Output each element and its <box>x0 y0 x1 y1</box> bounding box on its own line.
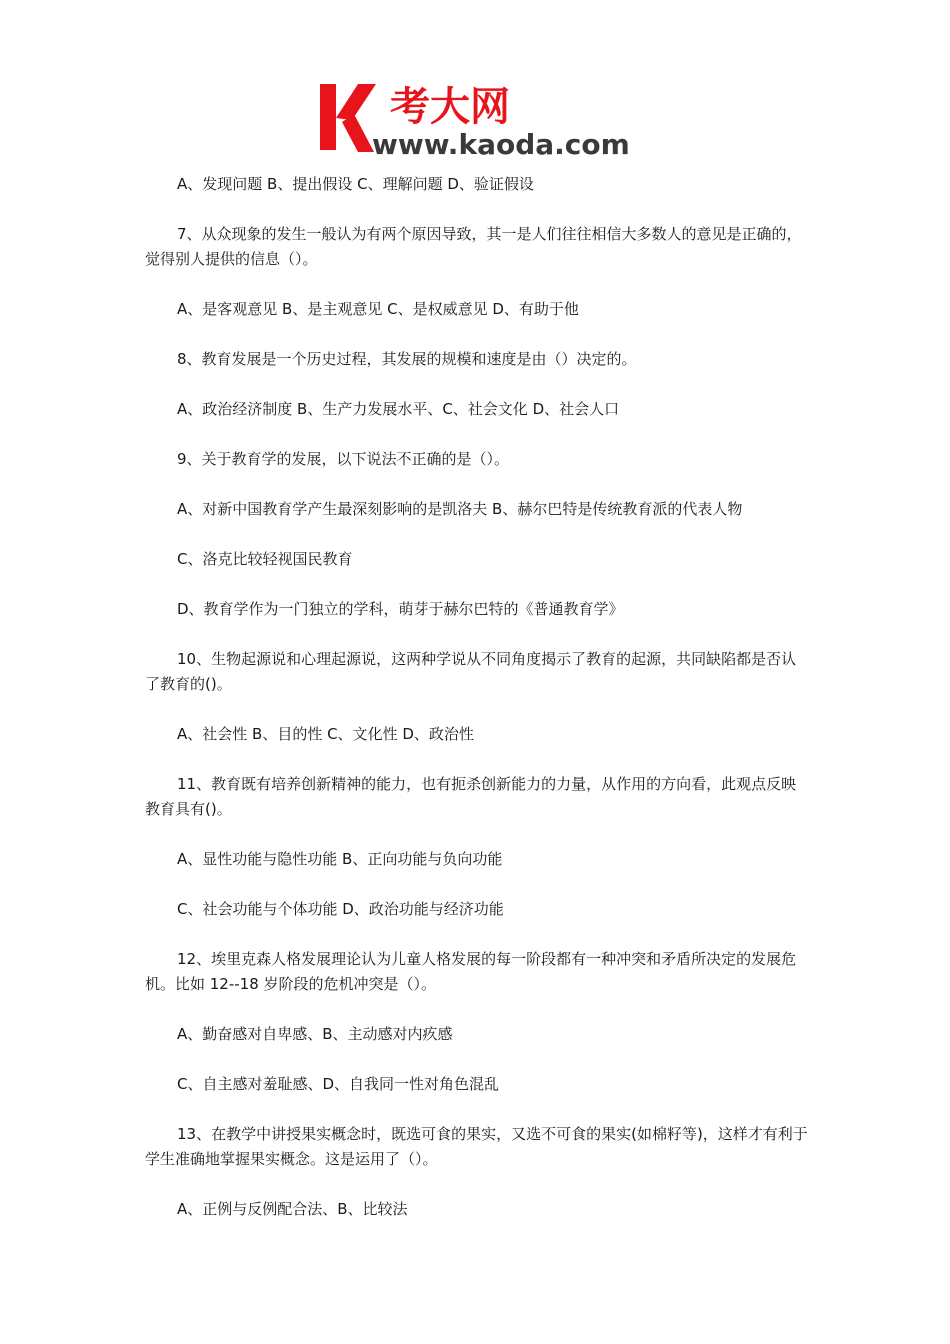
paragraph: A、发现问题 B、提出假设 C、理解问题 D、验证假设 <box>177 175 534 193</box>
paragraph: A、是客观意见 B、是主观意见 C、是权威意见 D、有助于他 <box>177 300 579 318</box>
paragraph: C、社会功能与个体功能 D、政治功能与经济功能 <box>177 900 504 918</box>
paragraph: 8、教育发展是一个历史过程，其发展的规模和速度是由（）决定的。 <box>177 350 637 368</box>
paragraph: A、显性功能与隐性功能 B、正向功能与负向功能 <box>177 850 503 868</box>
paragraph: C、自主感对羞耻感、D、自我同一性对角色混乱 <box>177 1075 500 1093</box>
paragraph: A、勤奋感对自卑感、B、主动感对内疚感 <box>177 1025 453 1043</box>
brand-cn: 考大网 <box>390 84 510 130</box>
paragraph: A、正例与反例配合法、B、比较法 <box>177 1200 408 1218</box>
paragraph: 13、在教学中讲授果实概念时，既选可食的果实，又选不可食的果实(如棉籽等)，这样才有利于学生准确地掌握果实概念。这是运用了（）。 <box>145 1125 808 1168</box>
paragraph: 7、从众现象的发生一般认为有两个原因导致，其一是人们往往相信大多数人的意见是正确的，觉得别人提供的信息（）。 <box>145 225 802 268</box>
paragraph: A、对新中国教育学产生最深刻影响的是凯洛夫 B、赫尔巴特是传统教育派的代表人物 <box>177 500 743 518</box>
paragraph: C、洛克比较轻视国民教育 <box>177 550 353 568</box>
paragraph: 10、生物起源说和心理起源说，这两种学说从不同角度揭示了教育的起源，共同缺陷都是否认了教育的()。 <box>145 650 797 693</box>
k-letter-icon <box>320 84 376 152</box>
paragraph: 12、埃里克森人格发展理论认为儿童人格发展的每一阶段都有一种冲突和矛盾所决定的发展危机。比如 12--18 岁阶段的危机冲突是（）。 <box>145 950 797 993</box>
question-list <box>145 172 810 1247</box>
paragraph: 9、关于教育学的发展，以下说法不正确的是（）。 <box>177 450 510 468</box>
paragraph: A、政治经济制度 B、生产力发展水平、C、社会文化 D、社会人口 <box>177 400 620 418</box>
paragraph: 11、教育既有培养创新精神的能力，也有扼杀创新能力的力量，从作用的方向看，此观点反映教育具有()。 <box>145 775 797 818</box>
brand-url: www.kaoda.com <box>372 128 630 160</box>
paragraph: D、教育学作为一门独立的学科，萌芽于赫尔巴特的《普通教育学》 <box>177 600 624 618</box>
kaoda-logo <box>318 78 640 160</box>
paragraph: A、社会性 B、目的性 C、文化性 D、政治性 <box>177 725 474 743</box>
